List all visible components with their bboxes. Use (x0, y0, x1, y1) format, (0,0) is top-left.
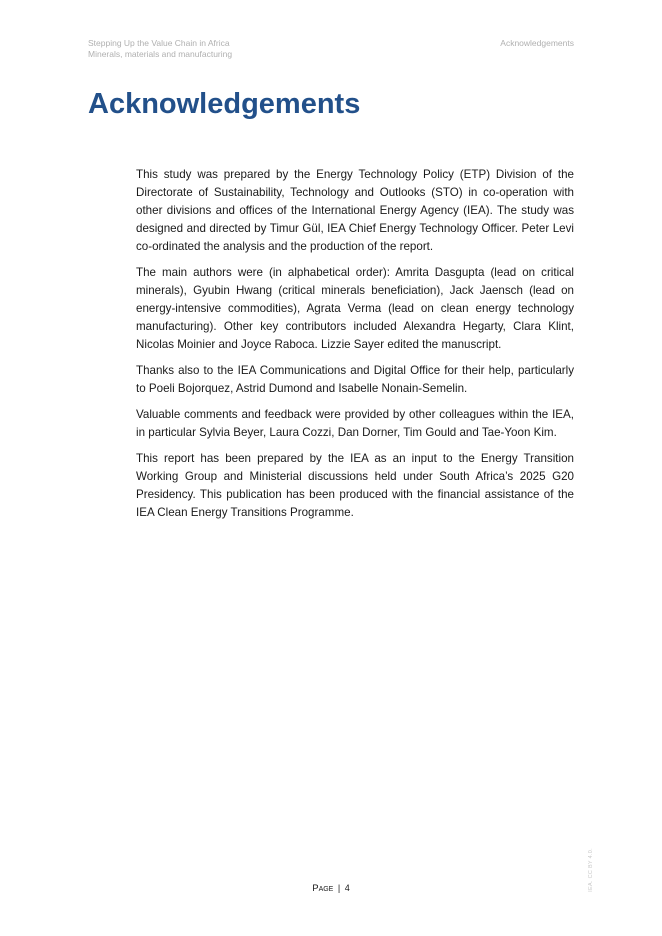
paragraph-2: The main authors were (in alphabetical order): Amrita Dasgupta (lead on critical minerals), Gyubin Hwang (critical minerals beneficiation), Jack Jaensch (lead on energy-intensive commodities), Agrata Verma (lead on clean energy technology manufacturing). Other key contributors included Alexandra Hegarty, Clara Klint, Nicolas Moinier and Joyce Raboca. Lizzie Sayer edited the manuscript. (136, 266, 574, 351)
paragraph-4: Valuable comments and feedback were provided by other colleagues within the IEA, in particular Sylvia Beyer, Laura Cozzi, Dan Dorner, Tim Gould and Tae-Yoon Kim. (136, 408, 574, 439)
header-title-line-1: Stepping Up the Value Chain in Africa (88, 38, 230, 48)
page-separator: | (337, 883, 341, 893)
page-title: Acknowledgements (88, 88, 361, 120)
paragraph-1: This study was prepared by the Energy Technology Policy (ETP) Division of the Directorate of Sustainability, Technology and Outlooks (STO) in co-operation with other divisions and offices of the International Energy Agency (IEA). The study was designed and directed by Timur Gül, IEA Chief Energy Technology Officer. Peter Levi co-ordinated the analysis and the production of the report. (136, 168, 574, 253)
paragraph-3: Thanks also to the IEA Communications and Digital Office for their help, particularly to Poeli Bojorquez, Astrid Dumond and Isabelle Nonain-Semelin. (136, 364, 574, 395)
header-report-title (88, 38, 232, 60)
license-notice: IEA. CC BY 4.0. (588, 848, 594, 892)
header-title-line-2: Minerals, materials and manufacturing (88, 49, 233, 59)
page-footer (0, 883, 662, 894)
page-label: Page (312, 883, 334, 894)
paragraph-5: This report has been prepared by the IEA as an input to the Energy Transition Working Group and Ministerial discussions held under South Africa’s 2025 G20 Presidency. This publication has been produced with the financial assistance of the IEA Clean Energy Transitions Programme. (136, 452, 574, 519)
header-section-name: Acknowledgements (500, 38, 574, 48)
acknowledgements-body (136, 166, 574, 530)
page-number: 4 (344, 883, 350, 893)
